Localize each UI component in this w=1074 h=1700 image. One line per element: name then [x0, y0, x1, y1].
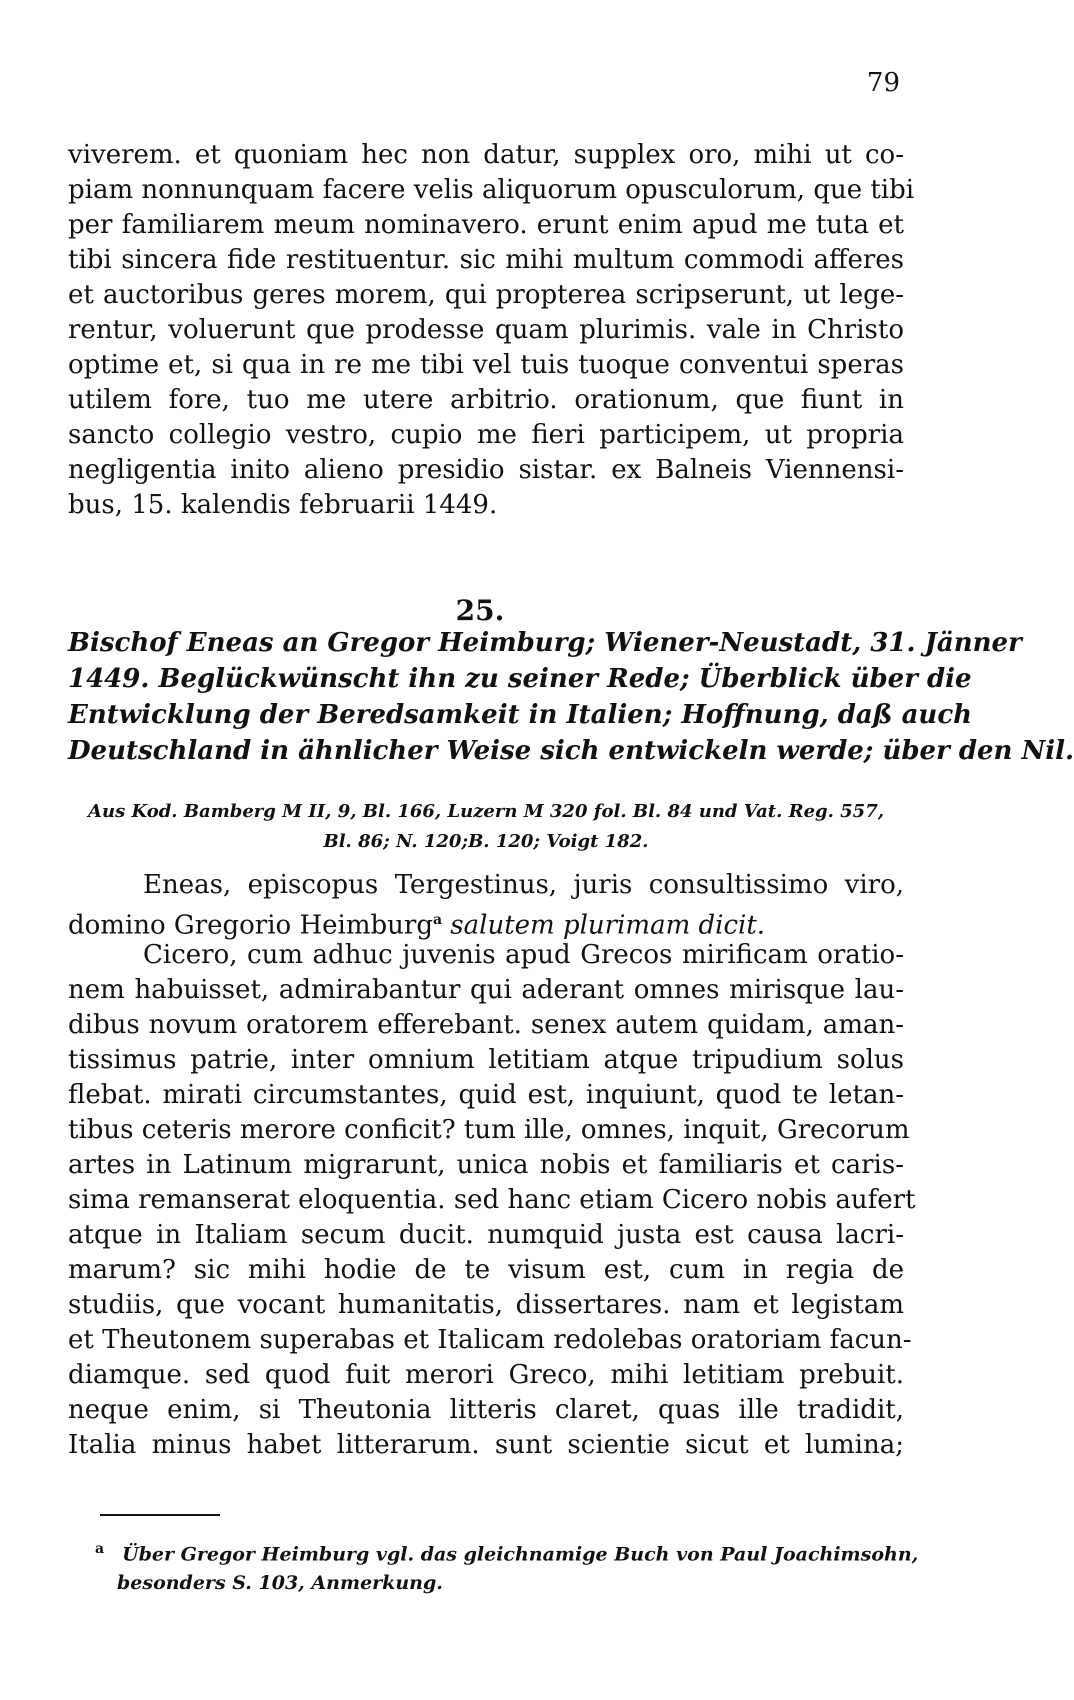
text-line: Italia minus habet litterarum. sunt scientie sicut et lumina;: [68, 1430, 904, 1460]
text-line: piam nonnunquam facere velis aliquorum opusculorum, que tibi: [68, 175, 915, 205]
summary-line: 1449. Beglückwünscht ihn zu seiner Rede; Überblick über die: [68, 664, 972, 694]
footnote-line: besonders S. 103, Anmerkung.: [117, 1572, 443, 1594]
salutation-line: [68, 903, 904, 941]
footnote-mark: a: [95, 1541, 105, 1557]
summary-line: Bischof Eneas an Gregor Heimburg; Wiener-Neustadt, 31. Jänner: [68, 628, 1022, 658]
text-line: sancto collegio vestro, cupio me fieri participem, ut propria: [68, 420, 904, 450]
letter-number: 25.: [455, 594, 505, 627]
footnote-text: Über Gregor Heimburg vgl. das gleichnamige Buch von Paul Joachimsohn,: [122, 1543, 919, 1566]
footnote-reference[interactable]: a: [432, 912, 443, 928]
page-number: 79: [866, 68, 900, 98]
footnote-line: [95, 1532, 919, 1566]
paragraph-1: [68, 138, 915, 523]
text-line: tissimus patrie, inter omnium letitiam atque tripudium solus: [68, 1045, 904, 1075]
text-line: nem habuisset, admirabantur qui aderant omnes mirisque lau-: [68, 975, 904, 1005]
text-line: optime et, si qua in re me tibi vel tuis tuoque conventui speras: [68, 350, 904, 380]
source-line: Aus Kod. Bamberg M II, 9, Bl. 166, Luzern M 320 fol. Bl. 84 und Vat. Reg. 557,: [88, 801, 884, 822]
text-line: artes in Latinum migrarunt, unica nobis et familiaris et caris-: [68, 1150, 904, 1180]
text-line: rentur, voluerunt que prodesse quam plurimis. vale in Christo: [68, 315, 904, 345]
text-line: diamque. sed quod fuit merori Greco, mihi letitiam prebuit.: [68, 1360, 904, 1390]
letter-summary: [68, 625, 1074, 769]
salutation-greeting: salutem plurimam dicit.: [442, 910, 766, 941]
text-line: sima remanserat eloquentia. sed hanc etiam Cicero nobis aufert: [68, 1185, 916, 1215]
letter-body: [68, 868, 916, 1463]
text-line: neque enim, si Theutonia litteris claret, quas ille tradidit,: [68, 1395, 904, 1425]
text-line: Cicero, cum adhuc juvenis apud Grecos mirificam oratio-: [143, 940, 904, 970]
text-line: viverem. et quoniam hec non datur, supplex oro, mihi ut co-: [68, 140, 904, 170]
text-line: studiis, que vocant humanitatis, dissertares. nam et legistam: [68, 1290, 904, 1320]
text-line: et auctoribus geres morem, qui propterea scripserunt, ut lege-: [68, 280, 904, 310]
text-line: negligentia inito alieno presidio sistar. ex Balneis Viennensi-: [68, 455, 904, 485]
text-line: utilem fore, tuo me utere arbitrio. orationum, que fiunt in: [68, 385, 904, 415]
summary-line: Entwicklung der Beredsamkeit in Italien; Hoffnung, daß auch: [68, 700, 973, 730]
source-reference: [68, 797, 904, 857]
text-line: per familiarem meum nominavero. erunt enim apud me tuta et: [68, 210, 904, 240]
salutation-line: Eneas, episcopus Tergestinus, juris consultissimo viro,: [143, 870, 904, 900]
footnote-divider: [100, 1514, 220, 1516]
text-line: tibi sincera fide restituentur. sic mihi multum commodi afferes: [68, 245, 904, 275]
text-line: flebat. mirati circumstantes, quid est, inquiunt, quod te letan-: [68, 1080, 904, 1110]
text-line: tibus ceteris merore conficit? tum ille, omnes, inquit, Grecorum: [68, 1115, 910, 1145]
footnote: [95, 1532, 919, 1600]
text-line: et Theutonem superabas et Italicam redolebas oratoriam facun-: [68, 1325, 912, 1355]
text-line: marum? sic mihi hodie de te visum est, cum in regia de: [68, 1255, 904, 1285]
text-line: bus, 15. kalendis februarii 1449.: [68, 490, 498, 520]
summary-line: Deutschland in ähnlicher Weise sich entwickeln werde; über den Nil.: [68, 736, 1074, 766]
salutation-name: domino Gregorio Heimburg: [68, 910, 433, 941]
source-line: Bl. 86; N. 120;B. 120; Voigt 182.: [323, 831, 649, 852]
text-line: atque in Italiam secum ducit. numquid justa est causa lacri-: [68, 1220, 904, 1250]
text-line: dibus novum oratorem efferebant. senex autem quidam, aman-: [68, 1010, 904, 1040]
